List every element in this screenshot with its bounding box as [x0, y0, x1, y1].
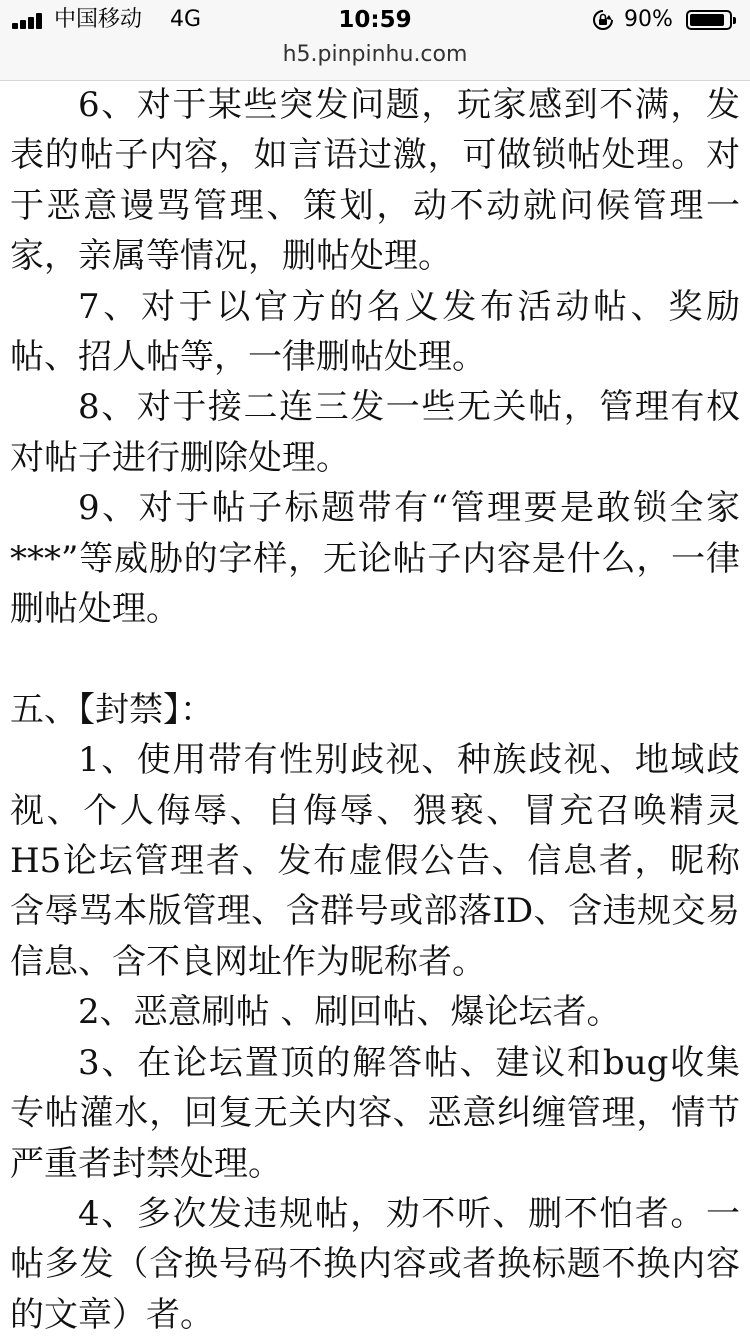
section-heading-ban: 五、【封禁】： [10, 689, 214, 730]
ban-rule-1-paragraph: 1、使用带有性别歧视、种族歧视、地域歧视、个人侮辱、自侮辱、猥亵、冒充召唤精灵H5论坛管理者、发布虚假公告、信息者，昵称含辱骂本版管理、含群号或部落ID、含违规交易信息、含不良网址作为昵称者。 [10, 740, 740, 982]
status-bar [0, 0, 750, 40]
article-body [10, 80, 740, 1340]
ban-rule-3-paragraph: 3、在论坛置顶的解答帖、建议和bug收集专帖灌水，回复无关内容、恶意纠缠管理，情节严重者封禁处理。 [10, 1042, 740, 1184]
rule-8-paragraph: 8、对于接二连三发一些无关帖，管理有权对帖子进行删除处理。 [10, 387, 740, 478]
rotation-lock-icon [592, 9, 614, 31]
browser-top-bar [0, 0, 750, 81]
address-bar-url[interactable]: h5.pinpinhu.com [282, 42, 468, 67]
carrier-name: 中国移动 [54, 7, 143, 32]
rule-6-paragraph: 6、对于某些突发问题，玩家感到不满，发表的帖子内容，如言语过激，可做锁帖处理。对于恶意谩骂管理、策划，动不动就问候管理一家，亲属等情况，删帖处理。 [10, 85, 740, 277]
status-time: 10:59 [338, 7, 412, 33]
network-type: 4G [170, 7, 202, 32]
ban-rule-2-paragraph: 2、恶意刷帖 、刷回帖、爆论坛者。 [78, 992, 621, 1033]
rule-7-paragraph: 7、对于以官方的名义发布活动帖、奖励帖、招人帖等，一律删帖处理。 [10, 286, 740, 378]
ban-rule-4-paragraph: 4、多次发违规帖，劝不听、删不怕者。一帖多发（含换号码不换内容或者换标题不换内容的文章）者。 [10, 1193, 740, 1335]
paragraph-spacer [10, 634, 740, 684]
battery-icon [686, 10, 732, 30]
battery-percentage: 90% [624, 7, 673, 32]
rule-9-paragraph: 9、对于帖子标题带有“管理要是敢锁全家***”等威胁的字样，无论帖子内容是什么，一律删帖处理。 [10, 488, 740, 630]
